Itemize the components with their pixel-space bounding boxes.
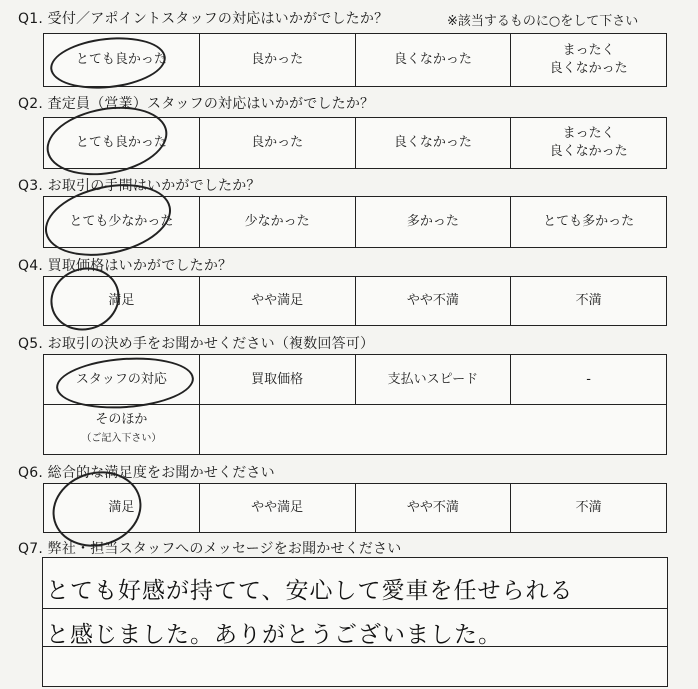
question-5-label: Q5. お取引の決め手をお聞かせください（複数回答可）	[18, 336, 375, 352]
q2-option-line-1: まったく	[562, 126, 615, 141]
question-4-options	[43, 276, 667, 326]
question-1-options	[43, 33, 667, 87]
q2-option-line-2: 良くなかった	[549, 144, 628, 159]
question-2-options	[43, 117, 667, 169]
question-1-label: Q1. 受付／アポイントスタッフの対応はいかがでしたか？	[18, 11, 389, 27]
q4-option-somewhat-satisfied[interactable]: やや満足	[199, 277, 355, 326]
q1-option-good[interactable]: 良かった	[199, 34, 355, 87]
message-rule-1	[43, 608, 667, 609]
question-7-label: Q7. 弊社・担当スタッフへのメッセージをお聞かせください	[18, 541, 402, 557]
question-3-options	[43, 196, 667, 248]
q6-option-satisfied[interactable]: 満足	[44, 484, 200, 533]
q1-option-line-2: 良くなかった	[549, 61, 628, 76]
q4-option-satisfied[interactable]: 満足	[44, 277, 200, 326]
q6-option-dissatisfied[interactable]: 不満	[511, 484, 667, 533]
question-2-label: Q2. 査定員（営業）スタッフの対応はいかがでしたか？	[18, 96, 375, 112]
question-3-label: Q3. お取引の手間はいかがでしたか？	[18, 178, 261, 194]
message-line-1: とても好感が持てて、安心して愛車を任せられる	[46, 578, 574, 604]
q5-option-payment-speed[interactable]: 支払いスピード	[355, 355, 511, 405]
q3-option-very-few[interactable]: とても少なかった	[44, 197, 200, 248]
q5-other-input[interactable]	[199, 405, 666, 455]
question-5-options	[43, 354, 667, 455]
message-line-2: と感じました。ありがとうございました。	[46, 622, 502, 648]
q6-option-somewhat-satisfied[interactable]: やや満足	[199, 484, 355, 533]
q2-option-very-good[interactable]: とても良かった	[44, 118, 200, 169]
q1-option-not-good-at-all[interactable]	[511, 34, 667, 87]
q5-option-dash[interactable]: -	[511, 355, 667, 405]
question-6-label: Q6. 総合的な満足度をお聞かせください	[18, 465, 275, 481]
q5-option-price[interactable]: 買取価格	[199, 355, 355, 405]
q2-option-not-good-at-all[interactable]	[511, 118, 667, 169]
q3-option-very-many[interactable]: とても多かった	[511, 197, 667, 248]
q1-option-very-good[interactable]: とても良かった	[44, 34, 200, 87]
q5-other-label: そのほか	[95, 412, 148, 427]
q3-option-few[interactable]: 少なかった	[199, 197, 355, 248]
q2-option-good[interactable]: 良かった	[199, 118, 355, 169]
q6-option-somewhat-dissatisfied[interactable]: やや不満	[355, 484, 511, 533]
question-6-options	[43, 483, 667, 533]
instruction-note: ※該当するものに○をして下さい	[447, 14, 639, 29]
q3-option-many[interactable]: 多かった	[355, 197, 511, 248]
q5-option-staff[interactable]: スタッフの対応	[44, 355, 200, 405]
q5-option-other[interactable]	[44, 405, 200, 455]
q4-option-somewhat-dissatisfied[interactable]: やや不満	[355, 277, 511, 326]
q5-other-hint: （ご記入下さい）	[81, 433, 162, 444]
q1-option-line-1: まったく	[562, 43, 615, 58]
q4-option-dissatisfied[interactable]: 不満	[511, 277, 667, 326]
q2-option-not-good[interactable]: 良くなかった	[355, 118, 511, 169]
question-4-label: Q4. 買取価格はいかがでしたか？	[18, 258, 233, 274]
q1-option-not-good[interactable]: 良くなかった	[355, 34, 511, 87]
